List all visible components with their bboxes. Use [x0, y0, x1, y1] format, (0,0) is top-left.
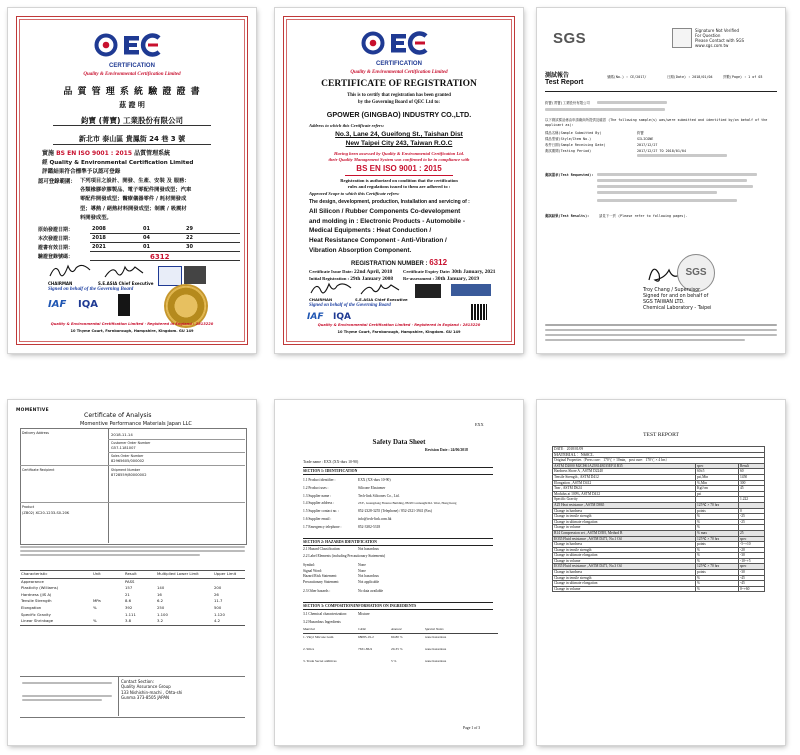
address-line: No.3, Lane 24, Gueifong St., Taishan Dist [335, 131, 463, 138]
qec-logo-icon [360, 30, 438, 62]
table-row: Change in hardness points -5~+10 [553, 542, 765, 548]
sample-intro: 以下測試樣品係由申請廠商所提供及確認 (The following sample(s) was/were submitted and identified by/on behalf of the applicant as): [545, 118, 768, 127]
ukas-mark-icon [158, 266, 182, 286]
company-name: 鈞寶 (菁寶) 工業股份有限公司 [80, 116, 184, 125]
chairman-signature-icon [309, 282, 353, 296]
table-row: Plasticity (Williams) 157 140 200 [21, 585, 222, 591]
scope-line: All Silicon / Rubber Components Co-development [309, 208, 461, 215]
list-item: 1.3 Supplier name : Tech-link Silicones Co., Ltd. [303, 493, 400, 498]
table-row: MATERIAL：N60CL [553, 452, 765, 458]
reviewed-by: 經 Quality & Environmental Certification Limited [42, 160, 194, 166]
scope-line: Vibration Absorption Component. [309, 246, 412, 254]
table-row: Appearance PASS [21, 578, 135, 584]
rubber-stamp-icon [184, 266, 206, 284]
scope-label: 認可登錄範圍： [38, 179, 76, 185]
reg-condition: Registration is authorized on condition that the certification [340, 178, 458, 183]
table-row: Elongation , ASTM D412 %,Min 300 [553, 480, 765, 486]
table-row: Specific Gravity 1.222 [553, 497, 765, 503]
table-row: Specific Gravity 1.111 1.100 1.120 [21, 611, 225, 617]
signer-block: Troy Chang / Supervisor Signed for and on behalf of SGS TAIWAN LTD. Chemical Laboratory - Taipei [643, 288, 712, 311]
report-table [552, 446, 765, 592]
sgs-stamp-icon: SGS [677, 254, 715, 292]
expiry-date: Certificate Expiry Date: 30th January, 2021 [403, 269, 496, 275]
list-item: 3.2 Hazardous Ingredients [303, 620, 341, 624]
scope-line: and molding in : Electronic Products - Automobile - [309, 217, 465, 225]
table-row: Linear Shrinkage % 3.8 3.2 4.2 [20, 618, 245, 625]
report-table-wrap [552, 446, 765, 592]
iqa-logo-icon: IQA [78, 299, 98, 310]
brand-sub: CERTIFICATION [376, 61, 422, 67]
table-row: Change in hardness points 0 [553, 508, 765, 514]
sig-right-title: S.E.ASIA Chief Executive [98, 281, 154, 286]
standard-name: BS EN ISO 9001 : 2015 [56, 150, 133, 157]
report-date: 日期(Date) : 2018/01/04 [667, 75, 713, 79]
section-3-heading: SECTION 3: COMPOSITION/INFORMATION ON INGREDIENTS [303, 602, 493, 610]
signed-line: Signed on behalf of the Governing Board [309, 303, 391, 308]
table-row: Change in ultimate elongation % -45 [553, 581, 765, 587]
table-row: Tensile Strength MPa 8.6 6.2 11.7 [21, 598, 223, 604]
contact-block: Contact Section: Quality Assurance Group 133 Nishishin-machi , Ohta-shi Gunma 373-8505 JAPAN [121, 679, 183, 701]
certificate-title: CERTIFICATE OF REGISTRATION [321, 79, 477, 89]
table-header: Material CAS# Amount Special Notes [303, 627, 498, 634]
results-table [20, 570, 245, 626]
table-header: Characteristic Unit Result Multiplied Lower Limit Upper Limit [20, 571, 245, 579]
ingredient-table [303, 627, 498, 671]
table-row: B14 Compression set , ASTM D395, Method B % max 25 [553, 530, 765, 536]
list-item: 2.3 Other hazards : No data available [303, 588, 384, 593]
signed-line: Signed on behalf of the Governing Board [48, 287, 134, 292]
issue-date: Certificate Issue Date: 22nd April, 2018 [309, 269, 393, 275]
delivery-address-label: Delivery Address [22, 431, 49, 435]
section-3-list [303, 610, 503, 626]
recipient-label: Certificate Recipient [22, 468, 55, 472]
sample-row: 測試期間(Testing Period) 2017/12/27 TO 2018/01/04 [545, 149, 686, 153]
table-row: Hardness Shore A , ASTM D2240 60±5 60 [553, 469, 765, 475]
revision-date: Revision Date : 24/06/2018 [425, 448, 468, 452]
date-row: 本次發證日期： 2018 04 22 [38, 235, 193, 242]
reg-number: 6312 [150, 253, 170, 261]
list-item: 1.1 Product identifier : EXX (XX-durs 10-90) [303, 478, 391, 482]
date-row: 證書有效日期： 2021 01 30 [38, 244, 193, 251]
signature-check-icon [672, 28, 692, 48]
list-item: Hazard Risk Statement: Not hazardous [303, 574, 379, 579]
table-row: A25 Heat resistance , ASTM D865 125℃ × 70 hrs [553, 502, 765, 508]
sig-right-title: S.E.ASIA Chief Executive [355, 297, 408, 302]
org-line: Quality & Environmental Certification Limited [83, 72, 181, 77]
sig-left-title: CHAIRMAN [48, 281, 73, 286]
report-page: 頁數(Page) : 1 of 03 [723, 75, 763, 79]
iaf-logo-icon: IAF [307, 312, 324, 322]
section-2-list [303, 546, 503, 595]
sds-title: Safety Data Sheet [372, 438, 426, 446]
table-row: Original Properties（Press cure：170℃ × 10min，post cure：170℃ × 4 hrs） [553, 458, 765, 464]
sample-row: 收件日期(Sample Receiving Date) 2017/12/27 [545, 143, 658, 147]
test-requested-label: 測試需求(Test Requested): [545, 173, 594, 177]
qec-certificate-chinese[interactable] [8, 8, 256, 353]
sample-table [545, 130, 777, 154]
list-item: 3.1 Chemical characterization: Mixture [303, 612, 370, 616]
list-item: 1.2 Product uses : Silicone Elastomer [303, 485, 386, 490]
list-item: 1.5 Supplier contact no. : 852-2328-3255 (Telephone) / 852-2321-3941 (Fax) [303, 509, 433, 514]
report-title-cn: 測試報告 [545, 72, 570, 79]
trade-name: Trade name : EXX (XX-durs 10-90) [303, 460, 359, 464]
list-item: Signal Word: None [303, 568, 366, 573]
report-title: TEST REPORT [643, 432, 679, 438]
assessed-line: Having been assessed by Quality & Environmental Certification Ltd. [333, 151, 465, 156]
scope-line: Medical Equipments : Heat Conduction / [309, 227, 432, 235]
executive-signature-icon [103, 264, 147, 280]
certify-line: This is to certify that registration has been granted [347, 93, 451, 98]
qec-certificate-english[interactable] [275, 8, 523, 353]
company-address: 新北市 泰山區 貴鳳街 24 巷 3 號 [78, 135, 186, 143]
footer-org: Quality & Environmental Certification Limited · Registered in England : 2813220 [50, 322, 214, 326]
table-row: 3. Trade Secret additives 5 % none hazardous [303, 659, 447, 663]
sales-number: 82965605/000002 [111, 459, 145, 463]
sample-row: 樣品名稱(Sample Submitted By) 鈞寶 [545, 131, 644, 135]
sample-row: 樣品型號(Style/Item No.) SILICONE [545, 137, 654, 141]
list-item: 1.4 Supplier address : 23/F., Guangdong Finance Building, 88-98 Connaught Rd. West, Hong Kong [303, 501, 457, 506]
list-item: 1.7 Emergency telephone : 852-3382-5318 [303, 524, 381, 529]
reg-number: 6312 [429, 258, 448, 267]
address-intro: Address to which this Certificate refers: [309, 123, 385, 128]
certify-line: by the Governing Board of QEC Ltd to: [358, 100, 440, 105]
list-item: 2.2 Label Elements (including Precautionary Statements) [303, 554, 386, 559]
table-row: Tensile Strength , ASTM D412 psi,Min 1450 [553, 474, 765, 480]
scope-block [80, 177, 238, 223]
list-item: Symbol: None [303, 563, 366, 568]
iqa-logo-icon: IQA [333, 312, 351, 322]
scope-line: 型；導熱 / 絕熱材料開發成型；制震 / 吸震材 [80, 205, 187, 212]
company-name: GPOWER (GINGBAO) INDUSTRY CO.,LTD. [326, 110, 472, 119]
table-row: 1. Vinyl Silicone Gum 68083-19-2 60-80 % none hazardous [303, 635, 447, 639]
reg-number-line: REGISTRATION NUMBER : 6312 [350, 258, 448, 267]
table-row: 2. Silica 7631-86-9 20-35 % none hazardous [303, 647, 447, 651]
gold-seal-icon [166, 286, 206, 326]
table-row: Hardness (JIS A) 21 16 26 [21, 591, 219, 597]
section-2-heading: SECTION 2: HAZARDS IDENTIFICATION [303, 538, 493, 546]
table-row: EO35 Fluid resistance , ASTM D471, No.1 Oil 125℃ × 70 hrs spec [553, 536, 765, 542]
assessed-line: 評鑑結果符合標準予以認可登錄 [42, 169, 121, 175]
list-item: 2.1 Hazard Classification: Not hazardous [303, 547, 379, 551]
qec-logo-icon [93, 32, 171, 64]
scope-line: 各類橡膠矽膠製品、電子零配件開發成型；汽車 [80, 187, 192, 194]
address-line: New Taipei City 243, Taiwan R.O.C [345, 140, 453, 147]
accreditation-badge-icon [451, 284, 491, 296]
report-number: 號碼(No.) : CE/2017/ [607, 75, 647, 79]
section-1-heading: SECTION 1: IDENTIFICATION [303, 467, 493, 475]
scope-line: 料開發成型。 [80, 214, 112, 221]
table-row: Change in tensile strength % -25 [553, 514, 765, 520]
uk-badge-icon [118, 294, 130, 316]
table-row: Change in volume % -10~+5 [553, 558, 765, 564]
qr-code-icon [471, 304, 487, 320]
scope-line: 零配件開發成型；醫療儀器零件 / 耗材開發成 [80, 196, 187, 203]
table-row: Change in ultimate elongation % -30 [553, 553, 765, 559]
table-row: Change in volume % 0~+60 [553, 586, 765, 592]
reassessment-date: Re-assessment : 30th January, 2019 [403, 276, 480, 282]
certificate-title: 品 質 管 理 系 統 驗 證 證 書 [63, 87, 201, 97]
test-results-text: 請見下一頁 (Please refer to following pages). [599, 214, 688, 218]
table-row: Change in tensile strength % -45 [553, 575, 765, 581]
company-name: 鈞寶(菁寶)工業股份有限公司 [545, 101, 590, 105]
order-number: G57-1181007 [111, 446, 136, 450]
table-row: Change in ultimate elongation % -25 [553, 519, 765, 525]
coa-results-table [20, 570, 245, 626]
test-results-label: 測試結果(Test Results): [545, 214, 590, 218]
signature-notice: Signature Not Verified For Question Please Contact with SGS www.sgs.com.tw [695, 28, 745, 48]
table-row: Change in hardness points -30 [553, 570, 765, 576]
standard-name: BS EN ISO 9001 : 2015 [356, 164, 442, 173]
list-item: 1.6 Supplier email : info@tech-link.com.hk [303, 516, 392, 521]
standard-line: 實施 BS EN ISO 9001 : 2015 品質管理系統 [42, 150, 171, 157]
page-number: Page 1 of 3 [463, 726, 481, 730]
coa-date: 2018.11.14 [111, 432, 133, 437]
footer-address: 10 Thyme Court, Farnborough, Hampshire, Kingdom. GU 149 [337, 330, 461, 334]
section-1-list [303, 477, 503, 532]
table-row: Change in tensile strength % -20 [553, 547, 765, 553]
reg-row: 驗證登錄號碼： 6312 [38, 253, 170, 261]
org-line: Quality & Environmental Certification Limited [350, 70, 448, 75]
table-row: Modulus at 100%, ASTM D412 psi [553, 491, 765, 497]
scope-lead: The design, development, production, Installation and servicing of : [309, 199, 470, 205]
rubber-stamp-icon [415, 284, 441, 298]
product-name: (ZB02) XC20-1233-S0-20K [22, 511, 70, 515]
scope-block [309, 207, 507, 256]
footer-address: 10 Thyme Court, Farnborough, Hampshire, Kingdom. GU 149 [70, 329, 194, 333]
initial-date: Initial Registration : 29th January 2008 [309, 276, 394, 282]
assessed-line: their Quality Management System was confirmed to be in compliance with [328, 157, 470, 162]
date-row: 原始發證日期： 2008 01 29 [38, 226, 193, 233]
shipment-number: 8728559/80000002 [111, 473, 147, 477]
table-row: Tear , ASTM D624 Kgf/cm 45 [553, 486, 765, 492]
sds-ref: EXX [475, 422, 484, 427]
table-row: Elongation % 392 250 500 [21, 604, 222, 610]
scope-intro: Approved Scope to which this Certificate refers: [309, 191, 400, 196]
certificate-of-analysis[interactable]: MOMENTIVE Certificate of Analysis Momentive Performance Materials Japan LLC Delivery Address 2018.11.14 Customer Order Number G57-1181007 Sales Order Number 82965605/000002 Certificate Recipient Shipment Number 8728559/80000002 Product (ZB02) XC20-1233-S0-20K Characteristic Unit Result Multiplied Lower Limit Upper Limit Appearance PASS Plasticity (Williams) 157 140 200 Hardness (JIS A) 21 16 26 Tensile Strength MPa 8.6 6.2 11.7 Elongation % 392 250 500 Specific Gravity 1.111 1.100 1.120 Linear Shrinkage % 3.8 3.2 4.2 Contact Section: Quality Assurance Group 133 Nishishin-machi , Ohta-shi Gunma 373-8505 JAPAN [8, 400, 256, 745]
report-title-en: Test Report [545, 79, 584, 86]
certificate-subtitle: 茲 證 明 [119, 101, 145, 109]
scope-line: Heat Resistance Component - Anti-Vibration / [309, 237, 447, 245]
brand-sub: CERTIFICATION [109, 63, 155, 69]
sig-left-title: CHAIRMAN [309, 297, 333, 302]
chairman-signature-icon [48, 264, 92, 280]
sgs-logo-icon: SGS [553, 30, 587, 47]
scope-line: 下列項目之設計、開發、生產、安裝 及 服務： [80, 178, 190, 184]
table-row: ASTM D2000 M2CH61A25B14E035EF31B35 spec Result [553, 463, 765, 469]
dates-block [38, 226, 238, 262]
reg-condition: rules and regulations issued to them are adhered to : [347, 184, 451, 189]
material-test-report[interactable] [537, 400, 785, 745]
momentive-logo-icon: MOMENTIVE [16, 408, 49, 413]
safety-data-sheet[interactable] [275, 400, 523, 745]
table-row: Change in volume % [553, 525, 765, 531]
footer-org: Quality & Environmental Certification Limited · Registered in England : 2813220 [317, 323, 481, 327]
coa-title: Certificate of Analysis [84, 412, 152, 419]
coa-company: Momentive Performance Materials Japan LLC [80, 421, 192, 427]
list-item: Precautionary Statement: Not applicable [303, 579, 380, 584]
table-row: DATE：2018/01/09 [553, 447, 765, 453]
sgs-test-report[interactable] [537, 8, 785, 353]
executive-signature-icon [359, 282, 403, 296]
table-row: EO35 Fluid resistance , ASTM D471, No.3 Oil 125℃ × 70 hrs spec [553, 564, 765, 570]
iaf-logo-icon: IAF [48, 299, 67, 310]
